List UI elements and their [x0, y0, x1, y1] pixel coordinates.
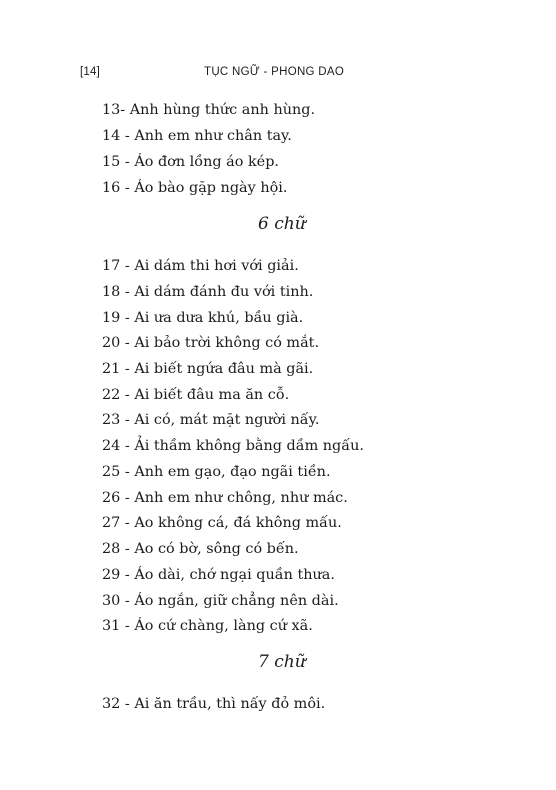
proverb-line: 21 - Ai biết ngứa đâu mà gãi.	[102, 361, 314, 377]
proverb-line: 17 - Ai dám thi hơi với giải.	[102, 258, 299, 274]
section-heading-6-chu: 6 chữ	[258, 214, 306, 234]
proverb-line: 19 - Ai ưa dưa khú, bầu già.	[102, 310, 304, 326]
proverb-line: 30 - Áo ngắn, giữ chẳng nên dài.	[102, 593, 339, 609]
page-number: [14]	[80, 66, 100, 78]
proverb-line: 27 - Ao không cá, đá không mấu.	[102, 515, 342, 531]
proverb-line: 20 - Ai bảo trời không có mắt.	[102, 335, 320, 351]
proverb-line: 22 - Ai biết đâu ma ăn cỗ.	[102, 387, 290, 403]
section-heading-7-chu: 7 chữ	[258, 652, 306, 672]
proverb-line: 32 - Ai ăn trầu, thì nấy đỏ môi.	[102, 696, 326, 712]
proverb-line: 29 - Áo dài, chớ ngại quần thưa.	[102, 567, 335, 583]
proverb-line: 13- Anh hùng thức anh hùng.	[102, 102, 316, 118]
proverb-line: 24 - Ải thầm không bằng dầm ngấu.	[102, 438, 364, 454]
proverb-line: 18 - Ai dám đánh đu với tinh.	[102, 284, 314, 300]
proverb-line: 31 - Áo cứ chàng, làng cứ xã.	[102, 618, 313, 634]
running-header-title: TỤC NGỮ - PHONG DAO	[204, 66, 345, 78]
proverb-line: 28 - Ao có bờ, sông có bến.	[102, 541, 299, 557]
proverb-line: 15 - Áo đơn lồng áo kép.	[102, 154, 279, 170]
proverb-line: 14 - Anh em như chân tay.	[102, 128, 292, 144]
proverb-line: 23 - Ai có, mát mặt người nấy.	[102, 412, 320, 428]
proverb-line: 26 - Anh em như chông, như mác.	[102, 490, 348, 506]
proverb-line: 25 - Anh em gạo, đạo ngãi tiền.	[102, 464, 331, 480]
proverb-line: 16 - Áo bào gặp ngày hội.	[102, 180, 288, 196]
